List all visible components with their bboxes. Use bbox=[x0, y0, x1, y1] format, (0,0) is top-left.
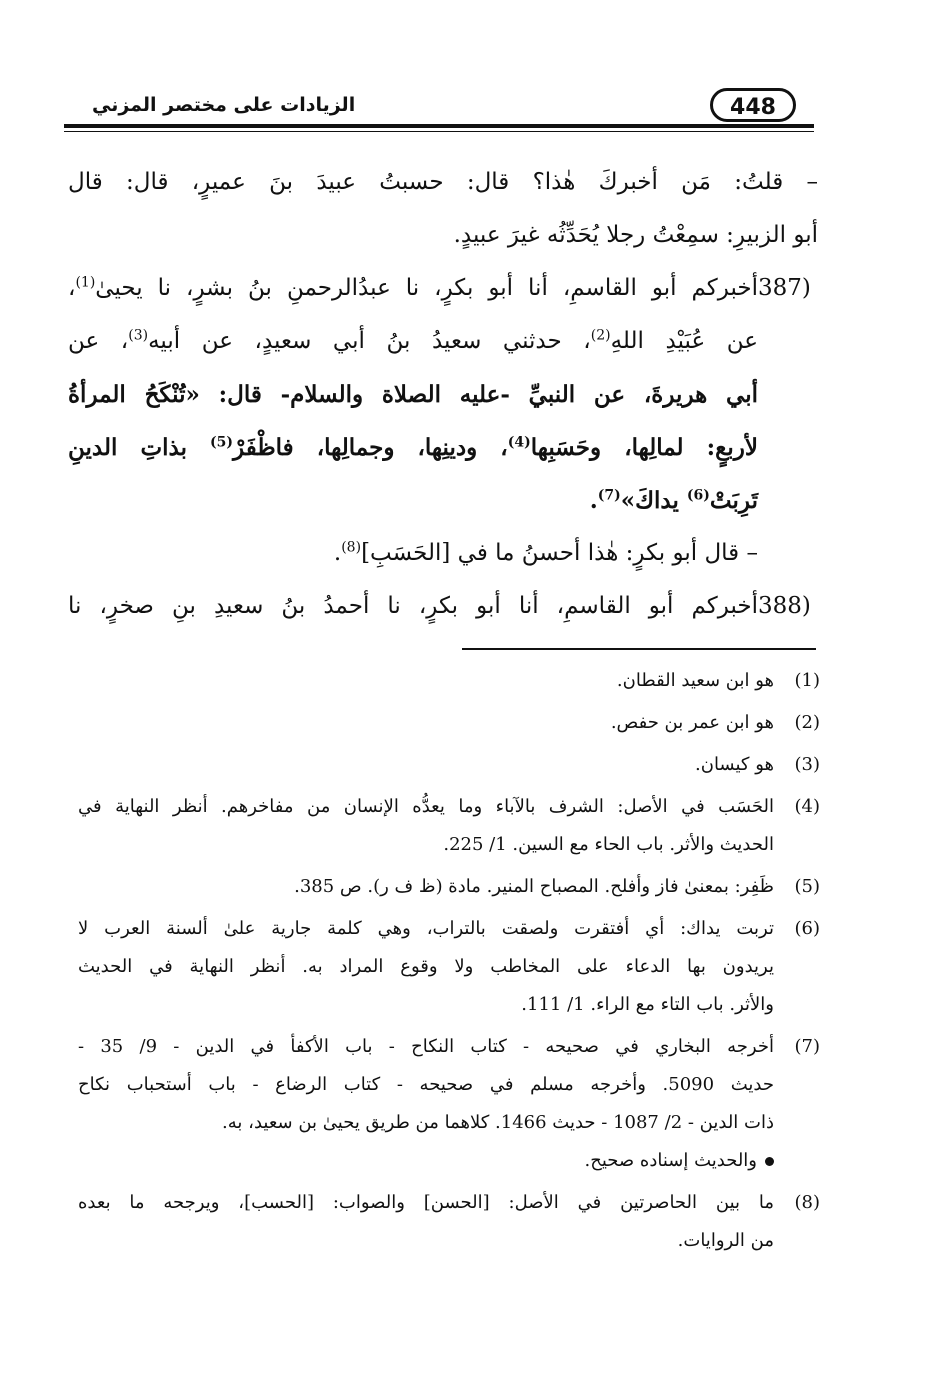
header-rule-thick bbox=[64, 124, 814, 128]
header-rule-thin bbox=[64, 131, 814, 132]
text-line: أبي هريرةَ، عن النبيِّ -عليه الصلاة والسلام- قال: «تُنْكَحُ المرأةُ bbox=[68, 381, 758, 408]
text-line: عن عُبَيْدِ اللهِ$^{(2)}$، حدثني سعيدُ بنُ أبي سعيدٍ، عن أبيه$^{(3)}$، عن bbox=[68, 327, 758, 354]
text-line: – قال أبو بكرٍ: هٰذا أحسنُ ما في [الحَسَبِ]$^{(8)}$. bbox=[333, 539, 758, 566]
hadith-number: 388) bbox=[758, 593, 811, 619]
footnote: (1) هو ابن سعيد القطان. bbox=[78, 662, 820, 700]
footnote-label: (8) bbox=[794, 1192, 820, 1213]
footnote: (2) هو ابن عمر بن حفص. bbox=[78, 704, 820, 742]
footnote: (5) ظَفِر: بمعنىٰ فاز وأفلح. المصباح المنير. مادة (ظ ف ر). ص 385. bbox=[78, 868, 820, 906]
footnote-ref: (2) bbox=[590, 327, 611, 344]
footnote-label: (2) bbox=[794, 712, 820, 733]
footnote: (8) ما بين الحاصرتين في الأصل: [الحسن] والصواب: [الحسب]، ويرجحه ما بعده من الروايات. bbox=[78, 1184, 820, 1260]
footnote-ref: (5) bbox=[210, 434, 234, 451]
footnote-ref: (6) bbox=[686, 487, 710, 504]
text-line: تَرِبَتْ$^{(6)}$ يداكَ»$^{(7)}$. bbox=[589, 487, 758, 514]
footnote-label: (7) bbox=[794, 1036, 820, 1057]
page-header bbox=[64, 88, 814, 132]
running-title: الزيادات على مختصر المزني bbox=[92, 94, 356, 116]
footnote-label: (5) bbox=[794, 876, 820, 897]
page-number: 448 bbox=[710, 88, 796, 122]
footnote: (3) هو كيسان. bbox=[78, 746, 820, 784]
text-line: لأربعٍ: لمالِها، وحَسَبِها$^{(4)}$، ودينِها، وجمالِها، فاظْفَرْ$^{(5)}$ بذاتِ الدينِ bbox=[68, 434, 758, 461]
hadith-line: 387)أخبركم أبو القاسمِ، أنا أبو بكرٍ، نا عبدُالرحمنِ بنُ بشرٍ، نا يحيىٰ$^{(1)}$، bbox=[68, 262, 818, 315]
footnote: (6) تربت يداك: أي أفتقرت ولصقت بالتراب، وهي كلمة جارية علىٰ ألسنة العرب لا يريدون بها الدعاء على المخاطب ولا وقوع المراد به. أنظر النهاية في الحديث والأثر. باب التاء مع الراء. 1/ 111. bbox=[78, 910, 820, 1024]
hadith-number: 387) bbox=[758, 275, 811, 301]
footnote-bullet-line: والحديث إسناده صحيح. bbox=[78, 1142, 774, 1180]
footnote-ref: (4) bbox=[507, 434, 531, 451]
text-line: أبو الزبيرِ: سمِعْتُ رجلا يُحَدِّثُه غيرَ عبيدٍ. bbox=[453, 222, 818, 248]
footnotes bbox=[78, 662, 820, 1264]
bullet-icon bbox=[765, 1157, 774, 1166]
footnote-ref: (1) bbox=[75, 274, 96, 291]
hadith-line: 388)أخبركم أبو القاسمِ، أنا أبو بكرٍ، نا أحمدُ بنُ سعيدِ بنِ صخرٍ، نا bbox=[68, 580, 818, 633]
footnote-ref: (8) bbox=[341, 539, 362, 556]
footnote-label: (1) bbox=[794, 670, 820, 691]
footnote-label: (3) bbox=[794, 754, 820, 775]
footnote: (4) الحَسَب في الأصل: الشرف بالآباء وما يعدُّه الإنسان من مفاخرهم. أنظر النهاية في الحديث والأثر. باب الحاء مع السين. 1/ 225. bbox=[78, 788, 820, 864]
main-text bbox=[68, 156, 818, 633]
text-line: – قلتُ: مَن أخبركَ هٰذا؟ قال: حسبتُ عبيدَ بنَ عميرٍ، قال: قال bbox=[68, 169, 818, 195]
footnote-ref: (7) bbox=[597, 487, 621, 504]
footnote: (7) أخرجه البخاري في صحيحه - كتاب النكاح - باب الأكفأ في الدين - 9/ 35 - حديث 5090. وأخرجه مسلم في صحيحه - كتاب الرضاع - باب أستحباب نكاح ذات الدين - 2/ 1087 - حديث 1466. كلاهما من طريق يحيىٰ بن سعيد، به. والحديث إسناده صحيح. bbox=[78, 1028, 820, 1180]
footnote-ref: (3) bbox=[128, 327, 149, 344]
footnote-label: (6) bbox=[794, 918, 820, 939]
footnote-separator bbox=[462, 648, 816, 650]
footnote-label: (4) bbox=[794, 796, 820, 817]
